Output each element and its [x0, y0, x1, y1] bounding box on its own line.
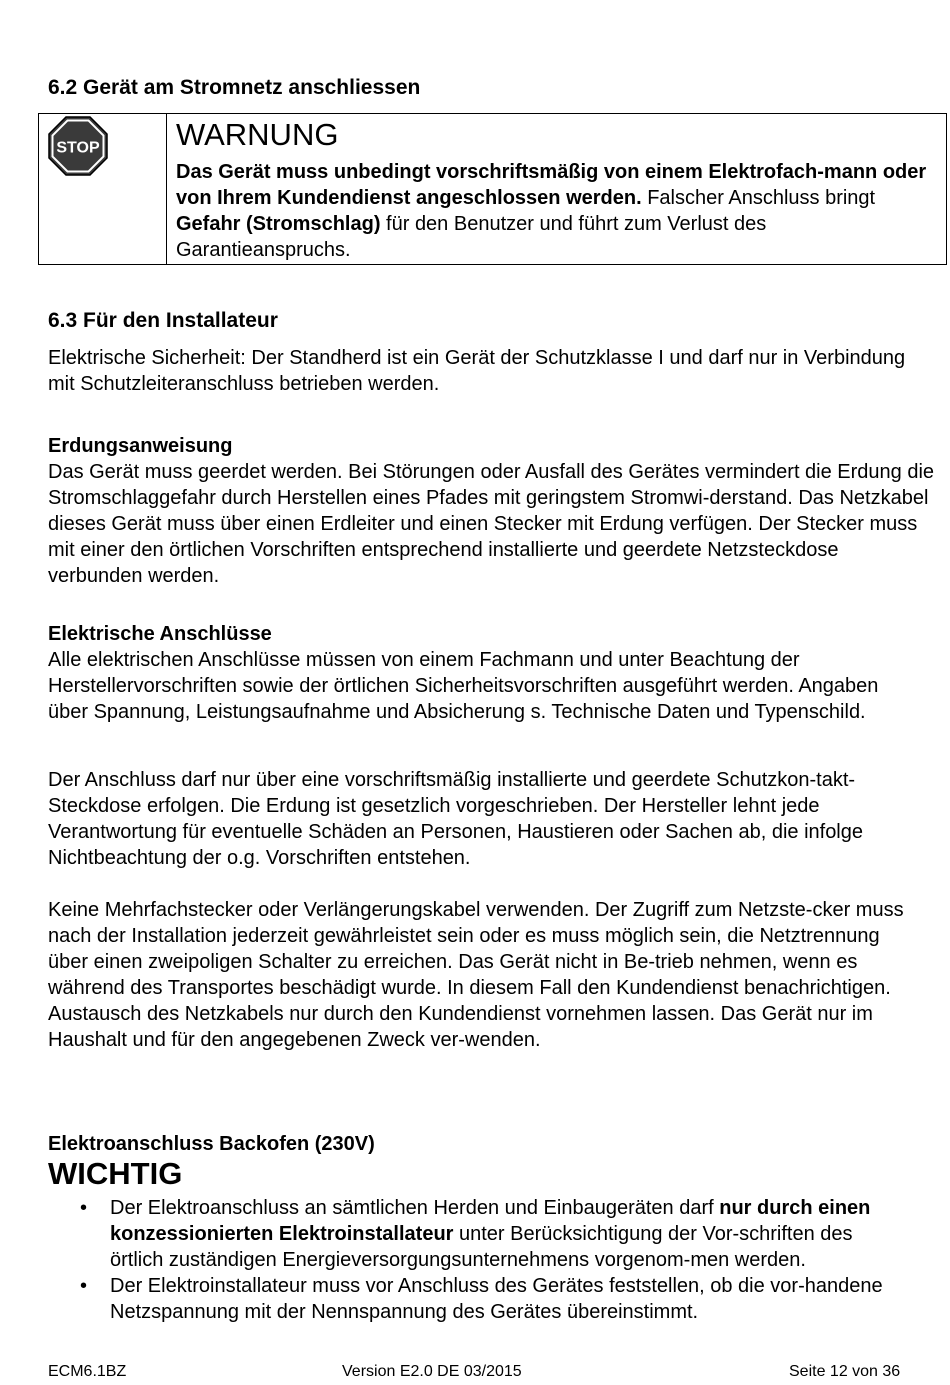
backofen-list	[48, 1195, 908, 1325]
list-item	[48, 1273, 908, 1325]
item1-post: unter Berücksichtigung der Vor-schriften des örtlich zuständigen Energieversorgungsunternehmens vorgenom-men werden.	[110, 1223, 853, 1271]
item1-pre: Der Elektroanschluss an sämtlichen Herden und Einbaugeräten darf	[110, 1197, 720, 1219]
warning-text-1: Falscher Anschluss bringt	[641, 187, 876, 209]
anschluesse-heading: Elektrische Anschlüsse	[48, 623, 272, 645]
warning-bold-2: Gefahr (Stromschlag)	[176, 213, 381, 235]
anschluesse-text-3: Keine Mehrfachstecker oder Verlängerungskabel verwenden. Der Zugriff zum Netzste-cker muss nach der Installation jederzeit gewährleistet sein oder es muss möglich sein, die Netztrennung über einen zweipoligen Schalter zu erreichen. Das Gerät nicht in Be-trieb nehmen, wenn es während des Transportes beschädigt wurde. In diesem Fall den Kundendienst benachrichtigen. Austausch des Netzkabels nur durch den Kundendienst vornehmen lassen. Das Gerät nur im Haushalt und für den angegebenen Zweck ver-wenden.	[48, 899, 904, 1051]
warning-icon-cell	[39, 114, 167, 264]
section-6-3-heading: 6.3 Für den Installateur	[48, 309, 278, 332]
stop-sign-text: STOP	[56, 139, 100, 157]
item2-text: Der Elektroinstallateur muss vor Anschluss des Gerätes feststellen, ob die vor-handene Netzspannung mit der Nennspannung des Gerätes übereinstimmt.	[110, 1275, 883, 1323]
warning-text-cell	[176, 114, 941, 263]
section-6-2-heading: 6.2 Gerät am Stromnetz anschliessen	[48, 76, 421, 99]
warning-title: WARNUNG	[176, 117, 339, 152]
anschluesse-text-1: Alle elektrischen Anschlüsse müssen von einem Fachmann und unter Beachtung der Herstellervorschriften sowie der örtlichen Sicherheitsvorschriften ausgeführt werden. Angaben über Spannung, Leistungsaufnahme und Absicherung s. Technische Daten und Typenschild.	[48, 649, 879, 723]
erdung-heading: Erdungsanweisung	[48, 435, 233, 457]
list-item	[48, 1195, 908, 1273]
bullet: •	[80, 1197, 88, 1219]
backofen-heading: Elektroanschluss Backofen (230V)	[48, 1133, 375, 1155]
erdung-text: Das Gerät muss geerdet werden. Bei Störungen oder Ausfall des Gerätes vermindert die Erdung die Stromschlaggefahr durch Herstellen eines Pfades mit geringstem Stromwi-derstand. Das Netzkabel dieses Gerät muss über einen Erdleiter und einen Stecker mit Erdung verfügen. Der Stecker muss mit einer den örtlichen Vorschriften entsprechend installierte und geerdete Netzsteckdose verbunden werden.	[48, 461, 935, 587]
footer-model: ECM6.1BZ	[48, 1363, 127, 1380]
warning-body	[176, 159, 941, 263]
bullet: •	[80, 1275, 88, 1297]
item1-bold: nur durch einen konzessionierten Elektroinstallateur	[110, 1197, 871, 1245]
warning-box	[38, 113, 947, 265]
footer-page-number: Seite 12 von 36	[789, 1363, 901, 1380]
wichtig-title: WICHTIG	[48, 1156, 183, 1191]
stop-sign-icon	[47, 115, 109, 177]
warning-text-2: für den Benutzer und führt zum Verlust des Garantieanspruchs.	[176, 213, 767, 261]
anschluesse-text-2: Der Anschluss darf nur über eine vorschriftsmäßig installierte und geerdete Schutzkon-takt-Steckdose erfolgen. Die Erdung ist gesetzlich vorgeschrieben. Der Hersteller lehnt jede Verantwortung für eventuelle Schäden an Personen, Haustieren oder Sachen ab, die infolge Nichtbeachtung der o.g. Vorschriften entstehen.	[48, 769, 863, 869]
safety-intro: Elektrische Sicherheit: Der Standherd ist ein Gerät der Schutzklasse I und darf nur in Verbindung mit Schutzleiteranschluss betrieben werden.	[48, 347, 906, 395]
warning-bold-1: Das Gerät muss unbedingt vorschriftsmäßig von einem Elektrofach-mann oder von Ihrem Kundendienst angeschlossen werden.	[176, 161, 927, 209]
footer-version: Version E2.0 DE 03/2015	[342, 1363, 522, 1380]
